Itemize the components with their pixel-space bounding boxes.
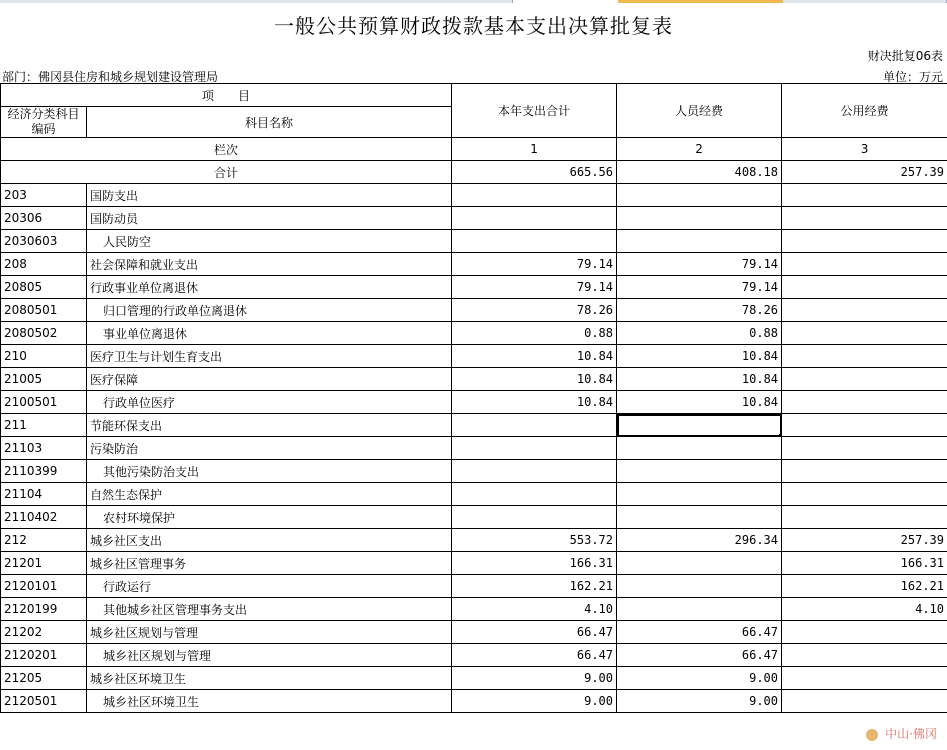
public-cell[interactable] bbox=[782, 299, 947, 322]
name-cell[interactable]: 城乡社区环境卫生 bbox=[87, 690, 452, 713]
lanci-2[interactable]: 2 bbox=[617, 138, 782, 161]
total-cell[interactable]: 9.00 bbox=[452, 690, 617, 713]
code-cell[interactable]: 21202 bbox=[1, 621, 87, 644]
total-cell[interactable]: 78.26 bbox=[452, 299, 617, 322]
personnel-cell[interactable]: 296.34 bbox=[617, 529, 782, 552]
public-cell[interactable] bbox=[782, 690, 947, 713]
code-cell[interactable]: 2120201 bbox=[1, 644, 87, 667]
public-cell[interactable] bbox=[782, 184, 947, 207]
toolbar-segment bbox=[82, 0, 513, 3]
lanci-3[interactable]: 3 bbox=[782, 138, 947, 161]
table-row bbox=[1, 575, 947, 598]
table-row bbox=[1, 276, 947, 299]
total-cell[interactable] bbox=[452, 414, 617, 437]
total-cell[interactable]: 9.00 bbox=[452, 667, 617, 690]
personnel-cell[interactable] bbox=[617, 207, 782, 230]
public-cell[interactable] bbox=[782, 230, 947, 253]
name-cell[interactable]: 城乡社区支出 bbox=[87, 529, 452, 552]
name-cell[interactable]: 行政事业单位离退休 bbox=[87, 276, 452, 299]
column-header-code[interactable]: 经济分类科目编码 bbox=[1, 107, 87, 138]
total-cell[interactable] bbox=[452, 230, 617, 253]
table-row bbox=[1, 414, 947, 437]
total-total-cell[interactable]: 665.56 bbox=[452, 161, 617, 184]
total-cell[interactable]: 4.10 bbox=[452, 598, 617, 621]
table-row bbox=[1, 345, 947, 368]
public-cell[interactable] bbox=[782, 276, 947, 299]
watermark bbox=[866, 725, 937, 742]
table-row bbox=[1, 368, 947, 391]
name-cell[interactable]: 行政运行 bbox=[87, 575, 452, 598]
department-label: 部门：佛冈县住房和城乡规划建设管理局 bbox=[2, 70, 219, 84]
watermark-text: 中山·佛冈 bbox=[885, 727, 937, 741]
spreadsheet-top-strip bbox=[0, 0, 947, 4]
public-cell[interactable] bbox=[782, 621, 947, 644]
table-row bbox=[1, 391, 947, 414]
total-personnel-cell[interactable]: 408.18 bbox=[617, 161, 782, 184]
column-header-personnel[interactable]: 人员经费 bbox=[617, 84, 782, 138]
total-cell[interactable] bbox=[452, 184, 617, 207]
column-header-public[interactable]: 公用经费 bbox=[782, 84, 947, 138]
code-cell[interactable]: 2120501 bbox=[1, 690, 87, 713]
code-cell[interactable]: 20306 bbox=[1, 207, 87, 230]
name-cell[interactable]: 污染防治 bbox=[87, 437, 452, 460]
table-row bbox=[1, 506, 947, 529]
toolbar-segment bbox=[64, 0, 83, 3]
column-header-name[interactable]: 科目名称 bbox=[87, 107, 452, 138]
name-cell[interactable]: 人民防空 bbox=[87, 230, 452, 253]
lanci-row bbox=[1, 138, 947, 161]
table-row bbox=[1, 460, 947, 483]
code-cell[interactable]: 21201 bbox=[1, 552, 87, 575]
public-cell[interactable] bbox=[782, 506, 947, 529]
code-cell[interactable]: 21103 bbox=[1, 437, 87, 460]
total-cell[interactable]: 79.14 bbox=[452, 253, 617, 276]
personnel-cell[interactable] bbox=[617, 598, 782, 621]
personnel-cell[interactable]: 79.14 bbox=[617, 276, 782, 299]
personnel-cell[interactable] bbox=[617, 437, 782, 460]
table-row bbox=[1, 207, 947, 230]
public-cell[interactable] bbox=[782, 460, 947, 483]
sheet-title: 一般公共预算财政拨款基本支出决算批复表 bbox=[274, 14, 673, 38]
table-row bbox=[1, 230, 947, 253]
table-row bbox=[1, 529, 947, 552]
personnel-cell[interactable] bbox=[617, 575, 782, 598]
name-cell[interactable]: 节能环保支出 bbox=[87, 414, 452, 437]
total-cell[interactable]: 10.84 bbox=[452, 345, 617, 368]
personnel-cell[interactable]: 10.84 bbox=[617, 345, 782, 368]
public-cell[interactable]: 4.10 bbox=[782, 598, 947, 621]
name-cell[interactable]: 其他污染防治支出 bbox=[87, 460, 452, 483]
personnel-cell[interactable]: 66.47 bbox=[617, 644, 782, 667]
personnel-cell[interactable] bbox=[617, 506, 782, 529]
public-cell[interactable] bbox=[782, 437, 947, 460]
public-cell[interactable]: 257.39 bbox=[782, 529, 947, 552]
name-cell[interactable]: 城乡社区规划与管理 bbox=[87, 644, 452, 667]
name-cell[interactable]: 归口管理的行政单位离退休 bbox=[87, 299, 452, 322]
name-cell[interactable]: 国防支出 bbox=[87, 184, 452, 207]
personnel-cell[interactable]: 66.47 bbox=[617, 621, 782, 644]
code-cell[interactable]: 211 bbox=[1, 414, 87, 437]
column-header-total[interactable]: 本年支出合计 bbox=[452, 84, 617, 138]
code-cell[interactable]: 2080502 bbox=[1, 322, 87, 345]
personnel-cell[interactable]: 9.00 bbox=[617, 690, 782, 713]
code-cell[interactable]: 2110402 bbox=[1, 506, 87, 529]
public-cell[interactable] bbox=[782, 667, 947, 690]
public-cell[interactable] bbox=[782, 414, 947, 437]
toolbar-segment bbox=[783, 0, 947, 3]
code-cell[interactable]: 21205 bbox=[1, 667, 87, 690]
total-cell[interactable] bbox=[452, 437, 617, 460]
personnel-cell[interactable] bbox=[617, 230, 782, 253]
header-row-group bbox=[1, 84, 947, 107]
code-cell[interactable]: 2100501 bbox=[1, 391, 87, 414]
total-cell[interactable]: 10.84 bbox=[452, 368, 617, 391]
table-row bbox=[1, 299, 947, 322]
total-public-cell[interactable]: 257.39 bbox=[782, 161, 947, 184]
code-cell[interactable]: 2120101 bbox=[1, 575, 87, 598]
total-row bbox=[1, 161, 947, 184]
fill-handle[interactable] bbox=[779, 434, 782, 437]
code-cell[interactable]: 20805 bbox=[1, 276, 87, 299]
lanci-1[interactable]: 1 bbox=[452, 138, 617, 161]
personnel-cell[interactable]: 0.88 bbox=[617, 322, 782, 345]
code-cell[interactable]: 2110399 bbox=[1, 460, 87, 483]
code-cell[interactable]: 212 bbox=[1, 529, 87, 552]
public-cell[interactable] bbox=[782, 483, 947, 506]
table-row bbox=[1, 184, 947, 207]
code-cell[interactable]: 208 bbox=[1, 253, 87, 276]
table-row bbox=[1, 667, 947, 690]
code-cell[interactable]: 203 bbox=[1, 184, 87, 207]
total-cell[interactable]: 162.21 bbox=[452, 575, 617, 598]
personnel-cell[interactable]: 10.84 bbox=[617, 391, 782, 414]
name-cell[interactable]: 行政单位医疗 bbox=[87, 391, 452, 414]
code-cell[interactable]: 2120199 bbox=[1, 598, 87, 621]
total-cell[interactable]: 66.47 bbox=[452, 621, 617, 644]
total-cell[interactable] bbox=[452, 506, 617, 529]
personnel-cell[interactable]: 79.14 bbox=[617, 253, 782, 276]
name-cell[interactable]: 城乡社区环境卫生 bbox=[87, 667, 452, 690]
table-row bbox=[1, 552, 947, 575]
selected-column-header bbox=[618, 0, 783, 3]
total-cell[interactable]: 10.84 bbox=[452, 391, 617, 414]
table-row bbox=[1, 483, 947, 506]
total-cell[interactable]: 66.47 bbox=[452, 644, 617, 667]
name-cell[interactable]: 自然生态保护 bbox=[87, 483, 452, 506]
public-cell[interactable] bbox=[782, 368, 947, 391]
code-cell[interactable]: 2030603 bbox=[1, 230, 87, 253]
public-cell[interactable] bbox=[782, 391, 947, 414]
name-cell[interactable]: 医疗保障 bbox=[87, 368, 452, 391]
total-cell[interactable]: 79.14 bbox=[452, 276, 617, 299]
public-cell[interactable] bbox=[782, 644, 947, 667]
table-row bbox=[1, 437, 947, 460]
table-row bbox=[1, 690, 947, 713]
watermark-logo-icon bbox=[866, 729, 878, 741]
table-row bbox=[1, 598, 947, 621]
personnel-cell[interactable] bbox=[617, 184, 782, 207]
public-cell[interactable] bbox=[782, 207, 947, 230]
project-group-header[interactable]: 项 目 bbox=[1, 84, 452, 107]
lanci-label[interactable]: 栏次 bbox=[1, 138, 452, 161]
total-cell[interactable]: 0.88 bbox=[452, 322, 617, 345]
budget-table bbox=[0, 83, 947, 713]
name-cell[interactable]: 社会保障和就业支出 bbox=[87, 253, 452, 276]
name-cell[interactable]: 其他城乡社区管理事务支出 bbox=[87, 598, 452, 621]
public-cell[interactable]: 162.21 bbox=[782, 575, 947, 598]
name-cell[interactable]: 城乡社区管理事务 bbox=[87, 552, 452, 575]
personnel-cell[interactable]: 78.26 bbox=[617, 299, 782, 322]
personnel-cell[interactable]: 9.00 bbox=[617, 667, 782, 690]
table-row bbox=[1, 644, 947, 667]
total-cell[interactable] bbox=[452, 207, 617, 230]
unit-label: 单位：万元 bbox=[882, 70, 943, 84]
total-label[interactable]: 合计 bbox=[1, 161, 452, 184]
name-cell[interactable]: 事业单位离退休 bbox=[87, 322, 452, 345]
table-row bbox=[1, 621, 947, 644]
total-cell[interactable]: 553.72 bbox=[452, 529, 617, 552]
table-row bbox=[1, 322, 947, 345]
total-cell[interactable] bbox=[452, 460, 617, 483]
personnel-cell[interactable]: 10.84 bbox=[617, 368, 782, 391]
public-cell[interactable]: 166.31 bbox=[782, 552, 947, 575]
toolbar-segment bbox=[0, 0, 37, 3]
personnel-cell[interactable] bbox=[617, 483, 782, 506]
personnel-cell[interactable] bbox=[617, 414, 782, 437]
public-cell[interactable] bbox=[782, 345, 947, 368]
name-cell[interactable]: 医疗卫生与计划生育支出 bbox=[87, 345, 452, 368]
public-cell[interactable] bbox=[782, 253, 947, 276]
code-cell[interactable]: 2080501 bbox=[1, 299, 87, 322]
table-row bbox=[1, 253, 947, 276]
name-cell[interactable]: 农村环境保护 bbox=[87, 506, 452, 529]
personnel-cell[interactable] bbox=[617, 552, 782, 575]
code-cell[interactable]: 21104 bbox=[1, 483, 87, 506]
toolbar-segment bbox=[36, 0, 65, 3]
personnel-cell[interactable] bbox=[617, 460, 782, 483]
code-cell[interactable]: 210 bbox=[1, 345, 87, 368]
name-cell[interactable]: 国防动员 bbox=[87, 207, 452, 230]
public-cell[interactable] bbox=[782, 322, 947, 345]
code-cell[interactable]: 21005 bbox=[1, 368, 87, 391]
name-cell[interactable]: 城乡社区规划与管理 bbox=[87, 621, 452, 644]
total-cell[interactable] bbox=[452, 483, 617, 506]
form-number: 财决批复06表 bbox=[867, 49, 943, 63]
total-cell[interactable]: 166.31 bbox=[452, 552, 617, 575]
